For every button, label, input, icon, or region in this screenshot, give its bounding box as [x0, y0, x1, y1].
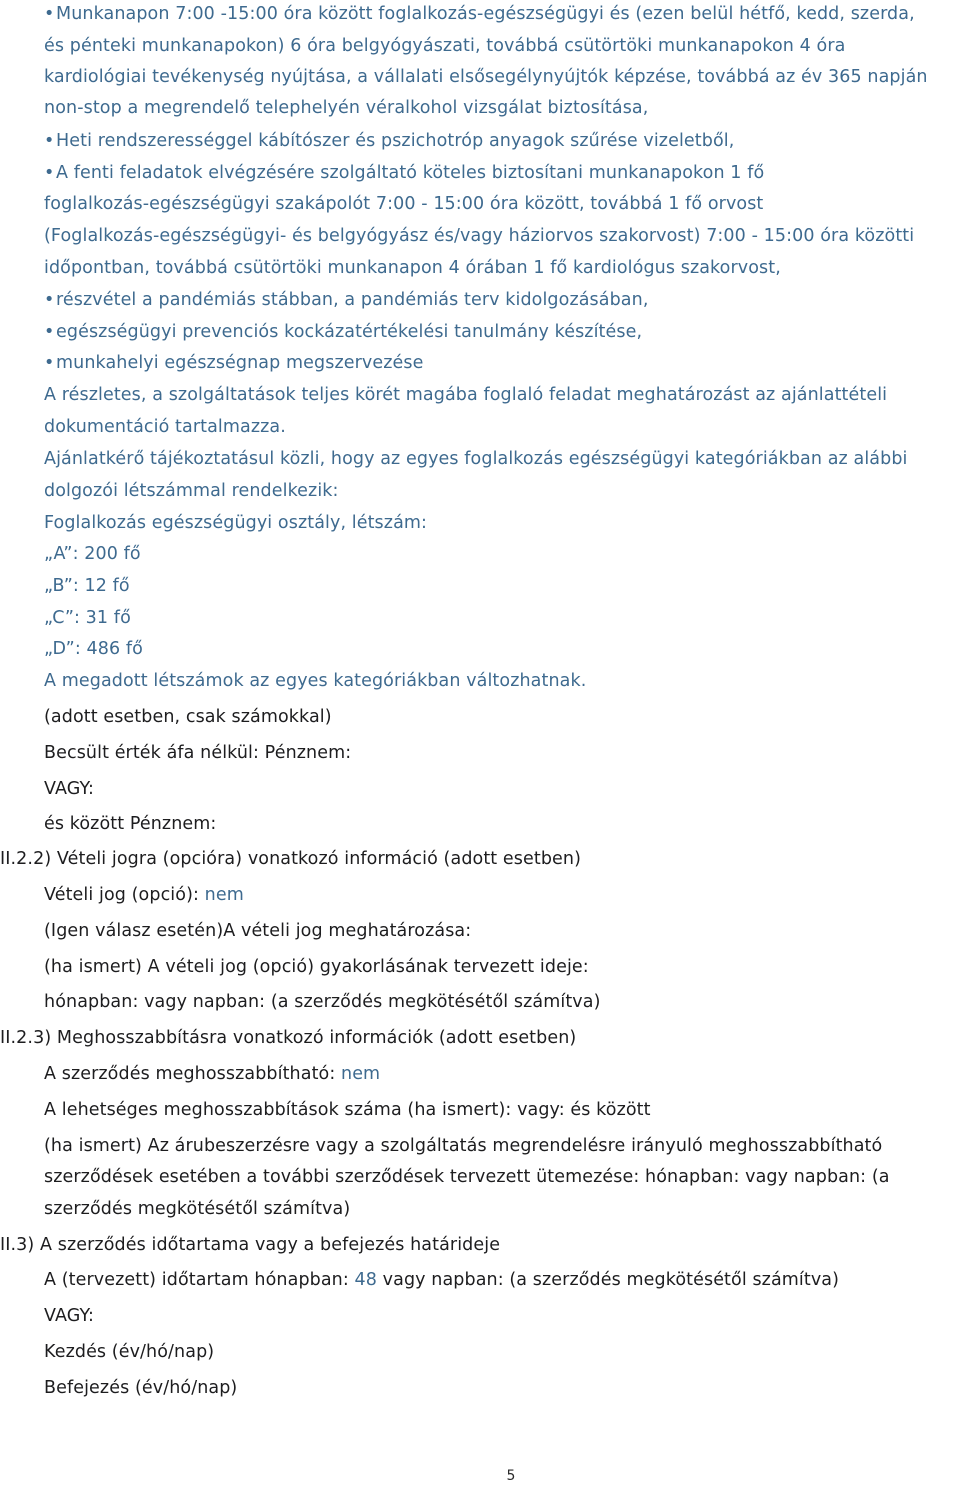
bullet-icon: •	[44, 353, 55, 373]
duration-or: VAGY:	[44, 1306, 94, 1326]
estimated-value-label: Becsült érték áfa nélkül: Pénznem:	[44, 743, 352, 763]
bullet-3-line-2: foglalkozás-egészségügyi szakápolót 7:00 - 15:00 óra között, továbbá 1 fő orvost	[44, 194, 764, 214]
category-a: „A”: 200 fő	[44, 544, 141, 564]
extension-schedule-line-3: szerződés megkötésétől számítva)	[44, 1199, 351, 1219]
bullet-1-line-4: non-stop a megrendelő telephelyén véralkohol vizsgálat biztosítása,	[44, 98, 649, 118]
extension-line: A szerződés meghosszabbítható: nem	[44, 1064, 381, 1084]
bullet-2: •Heti rendszerességgel kábítószer és pszichotróp anyagok szűrése vizeletből,	[44, 131, 735, 151]
option-section-heading	[0, 848, 581, 870]
option-value: nem	[204, 885, 244, 905]
section-number: II.2.3)	[0, 1028, 52, 1048]
section-number: II.3)	[0, 1235, 35, 1255]
duration-section-heading	[0, 1234, 500, 1256]
extension-section-heading	[0, 1027, 576, 1049]
page-number: 5	[506, 1468, 516, 1484]
start-date: Kezdés (év/hó/nap)	[44, 1342, 215, 1362]
extension-count: A lehetséges meghosszabbítások száma (ha ismert): vagy: és között	[44, 1100, 651, 1120]
end-date: Befejezés (év/hó/nap)	[44, 1378, 238, 1398]
bullet-icon: •	[44, 290, 55, 310]
detail-paragraph-line-2: dokumentáció tartalmazza.	[44, 417, 286, 437]
bullet-icon: •	[44, 163, 55, 183]
value-or: VAGY:	[44, 779, 94, 799]
bullet-1-line-3: kardiológiai tevékenység nyújtása, a vállalati elsősegélynyújtók képzése, továbbá az év 365 napján	[44, 67, 928, 87]
option-line: Vételi jog (opció): nem	[44, 885, 244, 905]
category-c: „C”: 31 fő	[44, 608, 131, 628]
bullet-icon: •	[44, 131, 55, 151]
bullet-icon: •	[44, 4, 55, 24]
categories-heading: Foglalkozás egészségügyi osztály, létszám:	[44, 513, 428, 533]
option-definition: (Igen válasz esetén)A vételi jog meghatározása:	[44, 921, 472, 941]
duration-months-value: 48	[354, 1270, 377, 1290]
value-between: és között Pénznem:	[44, 814, 217, 834]
section-title: Meghosszabbításra vonatkozó információk (adott esetben)	[56, 1028, 577, 1048]
bullet-1-line-2: és pénteki munkanapokon) 6 óra belgyógyászati, továbbá csütörtöki munkanapokon 4 óra	[44, 36, 846, 56]
bullet-4: •részvétel a pandémiás stábban, a pandémiás terv kidolgozásában,	[44, 290, 649, 310]
category-b: „B”: 12 fő	[44, 576, 130, 596]
section-number: II.2.2)	[0, 849, 52, 869]
detail-paragraph-line-1: A részletes, a szolgáltatások teljes körét magába foglaló feladat meghatározást az ajánlattételi	[44, 385, 888, 405]
bullet-5: •egészségügyi prevenciós kockázatértékelési tanulmány készítése,	[44, 322, 643, 342]
bullet-1-line-1: •Munkanapon 7:00 -15:00 óra között foglalkozás-egészségügyi és (ezen belül hétfő, kedd, szerda,	[44, 4, 915, 24]
extension-value: nem	[341, 1064, 381, 1084]
info-paragraph-line-2: dolgozói létszámmal rendelkezik:	[44, 481, 339, 501]
section-title: Vételi jogra (opcióra) vonatkozó információ (adott esetben)	[56, 849, 582, 869]
bullet-3-line-1: •A fenti feladatok elvégzésére szolgáltató köteles biztosítani munkanapokon 1 fő	[44, 163, 765, 183]
section-title: A szerződés időtartama vagy a befejezés határideje	[40, 1235, 501, 1255]
bullet-icon: •	[44, 322, 55, 342]
option-months-days: hónapban: vagy napban: (a szerződés megkötésétől számítva)	[44, 992, 601, 1012]
extension-schedule-line-1: (ha ismert) Az árubeszerzésre vagy a szolgáltatás megrendelésre irányuló meghosszabbítható	[44, 1136, 883, 1156]
info-paragraph-line-1: Ajánlatkérő tájékoztatásul közli, hogy az egyes foglalkozás egészségügyi kategóriákban az alábbi	[44, 449, 908, 469]
value-hint: (adott esetben, csak számokkal)	[44, 707, 332, 727]
bullet-6: •munkahelyi egészségnap megszervezése	[44, 353, 424, 373]
categories-note: A megadott létszámok az egyes kategóriákban változhatnak.	[44, 671, 587, 691]
bullet-3-line-3: (Foglalkozás-egészségügyi- és belgyógyász és/vagy háziorvos szakorvost) 7:00 - 15:00 óra közötti	[44, 226, 915, 246]
bullet-3-line-4: időpontban, továbbá csütörtöki munkanapon 4 órában 1 fő kardiológus szakorvost,	[44, 258, 781, 278]
category-d: „D”: 486 fő	[44, 639, 143, 659]
extension-schedule-line-2: szerződések esetében a további szerződések tervezett ütemezése: hónapban: vagy napban: (a	[44, 1167, 890, 1187]
option-planned-time: (ha ismert) A vételi jog (opció) gyakorlásának tervezett ideje:	[44, 957, 589, 977]
duration-months-line: A (tervezett) időtartam hónapban: 48 vagy napban: (a szerződés megkötésétől számítva)	[44, 1270, 840, 1290]
